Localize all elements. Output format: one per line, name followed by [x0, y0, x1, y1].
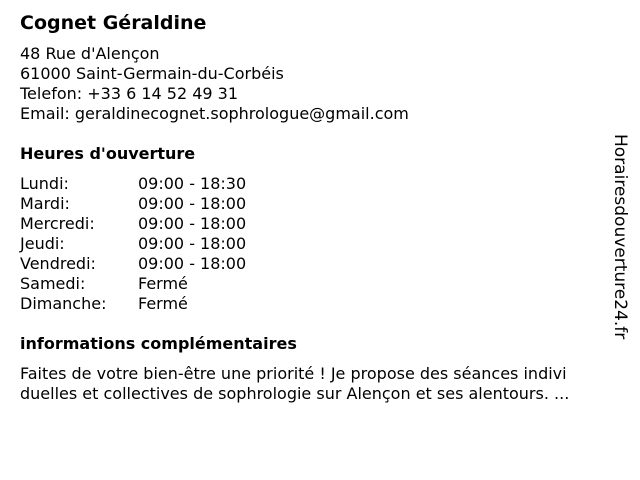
email-address: Email: geraldinecognet.sophrologue@gmail.com	[20, 104, 409, 123]
hours-day: Jeudi:	[20, 234, 65, 253]
hours-day: Dimanche:	[20, 294, 107, 313]
hours-time: 09:00 - 18:00	[138, 194, 247, 213]
business-name: Cognet Géraldine	[20, 12, 207, 34]
hours-day: Vendredi:	[20, 254, 96, 273]
additional-info-text	[20, 364, 610, 404]
hours-time: Fermé	[138, 294, 188, 313]
info-line-2: duelles et collectives de sophrologie sur Alençon et ses alentours. ...	[20, 384, 570, 403]
hours-row-tuesday	[20, 194, 610, 214]
hours-time: Fermé	[138, 274, 188, 293]
address-line-2: 61000 Saint-Germain-du-Corbéis	[20, 64, 284, 83]
hours-day: Lundi:	[20, 174, 69, 193]
hours-row-wednesday	[20, 214, 610, 234]
hours-row-thursday	[20, 234, 610, 254]
hours-day: Mercredi:	[20, 214, 95, 233]
hours-time: 09:00 - 18:30	[138, 174, 247, 193]
additional-info-title: informations complémentaires	[20, 334, 297, 353]
hours-time: 09:00 - 18:00	[138, 214, 247, 233]
opening-hours-table	[20, 174, 610, 314]
hours-day: Samedi:	[20, 274, 86, 293]
address-line-1: 48 Rue d'Alençon	[20, 44, 160, 63]
hours-time: 09:00 - 18:00	[138, 254, 247, 273]
hours-row-sunday	[20, 294, 610, 314]
site-watermark: Horairesdouverture24.fr	[610, 134, 630, 340]
hours-row-friday	[20, 254, 610, 274]
hours-day: Mardi:	[20, 194, 70, 213]
business-card	[20, 10, 610, 404]
opening-hours-title: Heures d'ouverture	[20, 144, 196, 163]
hours-row-saturday	[20, 274, 610, 294]
info-line-1: Faites de votre bien-être une priorité ! Je propose des séances indivi	[20, 364, 567, 383]
hours-time: 09:00 - 18:00	[138, 234, 247, 253]
phone-number: Telefon: +33 6 14 52 49 31	[20, 84, 239, 103]
hours-row-monday	[20, 174, 610, 194]
